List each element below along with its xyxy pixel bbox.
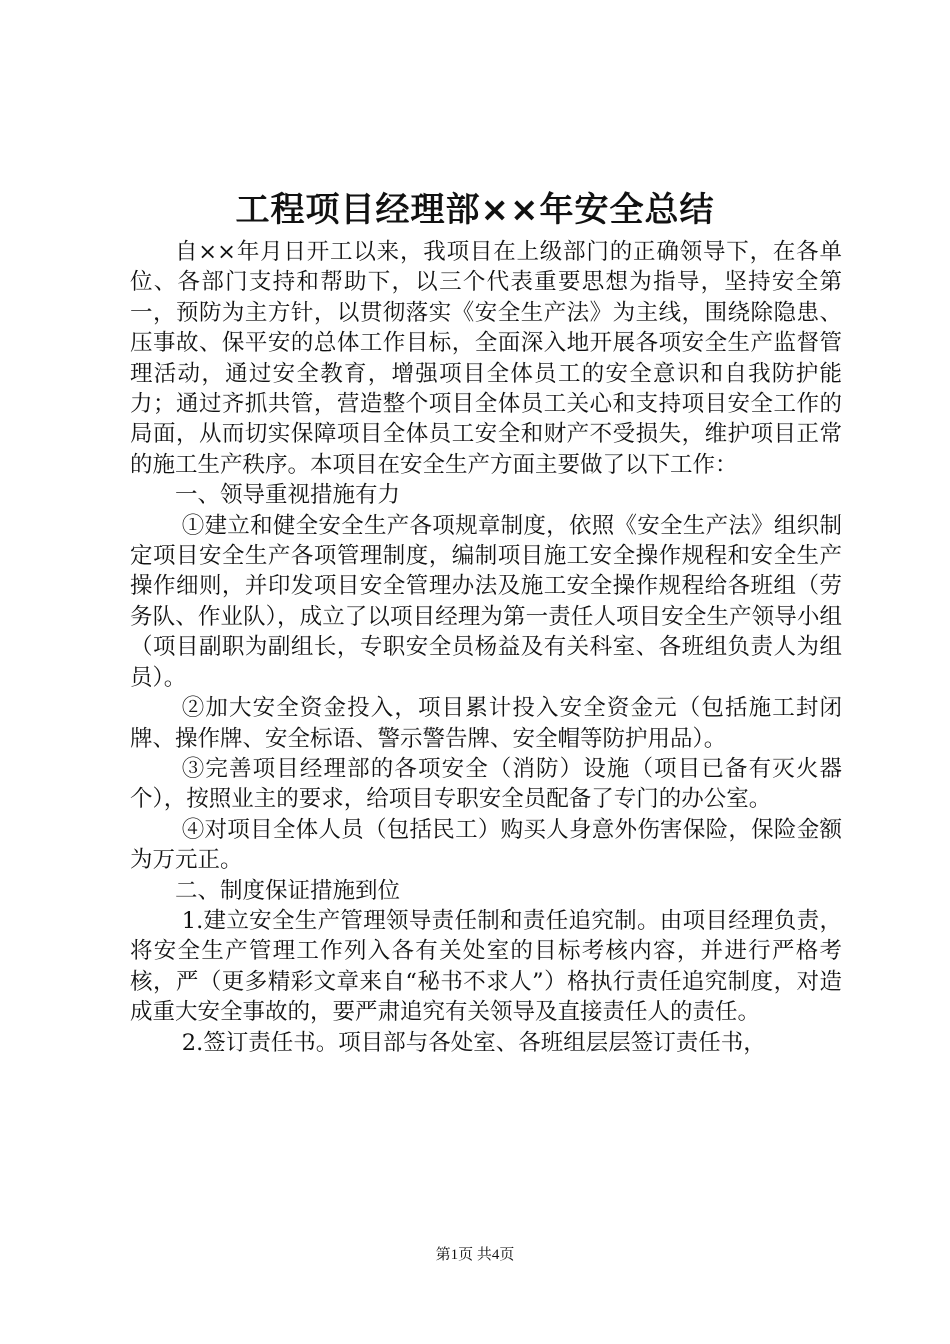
document-title: 工程项目经理部××年安全总结	[235, 190, 715, 230]
section-heading-1: 一、领导重视措施有力	[175, 482, 401, 509]
list-item: ③完善项目经理部的各项安全（消防）设施（项目已备有灭火器个），按照业主的要求，给项目专职安全员配备了专门的办公室。	[130, 755, 842, 813]
document-body	[130, 237, 842, 1058]
list-item: 1.建立安全生产管理领导责任制和责任追究制。由项目经理负责，将安全生产管理工作列入各有关处室的目标考核内容，并进行严格考核，严（更多精彩文章来自“秘书不求人”）格执行责任追究制度，对造成重大安全事故的，要严肃追究有关领导及直接责任人的责任。	[130, 907, 842, 1026]
list-item: ①建立和健全安全生产各项规章制度，依照《安全生产法》组织制定项目安全生产各项管理制度，编制项目施工安全操作规程和安全生产操作细则，并印发项目安全管理办法及施工安全操作规程给各班组（劳务队、作业队），成立了以项目经理为第一责任人项目安全生产领导小组（项目副职为副组长，专职安全员杨益及有关科室、各班组负责人为组员）。	[130, 512, 842, 691]
page-footer: 第1页 共4页	[435, 1247, 515, 1263]
list-item: ④对项目全体人员（包括民工）购买人身意外伤害保险，保险金额为万元正。	[130, 816, 842, 874]
section-heading-2: 二、制度保证措施到位	[175, 877, 401, 904]
list-item: ②加大安全资金投入，项目累计投入安全资金元（包括施工封闭牌、操作牌、安全标语、警示警告牌、安全帽等防护用品）。	[130, 695, 842, 752]
intro-paragraph: 自××年月日开工以来，我项目在上级部门的正确领导下，在各单位、各部门支持和帮助下，以三个代表重要思想为指导，坚持安全第一，预防为主方针，以贯彻落实《安全生产法》为主线，围绕除隐患、压事故、保平安的总体工作目标，全面深入地开展各项安全生产监督管理活动，通过安全教育，增强项目全体员工的安全意识和自我防护能力；通过齐抓共管，营造整个项目全体员工关心和支持项目安全工作的局面，从而切实保障项目全体员工安全和财产不受损失，维护项目正常的施工生产秩序。本项目在安全生产方面主要做了以下工作：	[130, 239, 842, 478]
list-item: 2.签订责任书。项目部与各处室、各班组层层签订责任书，	[181, 1029, 766, 1056]
